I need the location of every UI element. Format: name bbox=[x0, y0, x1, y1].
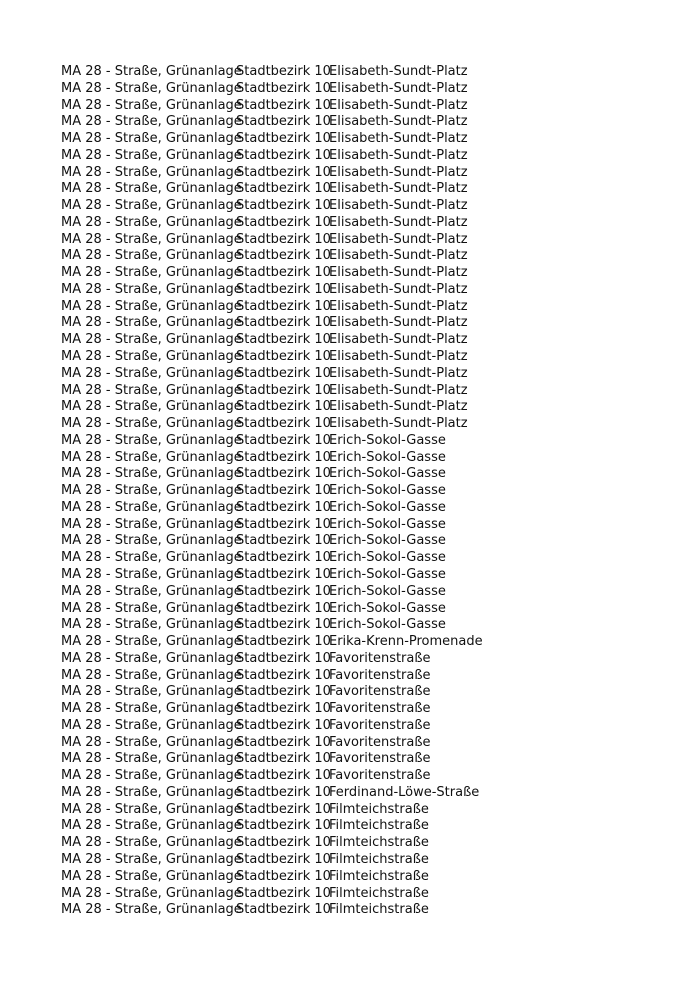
department-cell: MA 28 - Straße, Grünanlage bbox=[61, 768, 242, 784]
district-cell: Stadtbezirk 10 bbox=[236, 550, 331, 566]
department-cell: MA 28 - Straße, Grünanlage bbox=[61, 214, 242, 230]
street-cell: Favoritenstraße bbox=[329, 701, 431, 717]
department-cell: MA 28 - Straße, Grünanlage bbox=[61, 80, 242, 96]
district-cell: Stadtbezirk 10 bbox=[236, 768, 331, 784]
department-cell: MA 28 - Straße, Grünanlage bbox=[61, 64, 242, 79]
district-cell: Stadtbezirk 10 bbox=[236, 281, 331, 297]
district-cell: Stadtbezirk 10 bbox=[236, 298, 331, 314]
street-cell: Filmteichstraße bbox=[329, 801, 429, 817]
district-cell: Stadtbezirk 10 bbox=[236, 566, 331, 582]
district-cell: Stadtbezirk 10 bbox=[236, 617, 331, 633]
department-cell: MA 28 - Straße, Grünanlage bbox=[61, 483, 242, 499]
department-cell: MA 28 - Straße, Grünanlage bbox=[61, 902, 242, 918]
street-cell: Elisabeth-Sundt-Platz bbox=[329, 365, 468, 381]
street-cell: Erika-Krenn-Promenade bbox=[329, 634, 483, 650]
street-cell: Favoritenstraße bbox=[329, 734, 431, 750]
street-cell: Favoritenstraße bbox=[329, 667, 431, 683]
district-cell: Stadtbezirk 10 bbox=[236, 181, 331, 197]
department-cell: MA 28 - Straße, Grünanlage bbox=[61, 734, 242, 750]
street-cell: Elisabeth-Sundt-Platz bbox=[329, 248, 468, 264]
district-cell: Stadtbezirk 10 bbox=[236, 248, 331, 264]
district-cell: Stadtbezirk 10 bbox=[236, 835, 331, 851]
department-cell: MA 28 - Straße, Grünanlage bbox=[61, 851, 242, 867]
street-cell: Erich-Sokol-Gasse bbox=[329, 600, 446, 616]
district-cell: Stadtbezirk 10 bbox=[236, 851, 331, 867]
department-cell: MA 28 - Straße, Grünanlage bbox=[61, 550, 242, 566]
district-cell: Stadtbezirk 10 bbox=[236, 483, 331, 499]
district-cell: Stadtbezirk 10 bbox=[236, 131, 331, 147]
street-cell: Filmteichstraße bbox=[329, 902, 429, 918]
street-cell: Elisabeth-Sundt-Platz bbox=[329, 147, 468, 163]
district-cell: Stadtbezirk 10 bbox=[236, 734, 331, 750]
department-cell: MA 28 - Straße, Grünanlage bbox=[61, 432, 242, 448]
district-cell: Stadtbezirk 10 bbox=[236, 717, 331, 733]
district-cell: Stadtbezirk 10 bbox=[236, 499, 331, 515]
street-cell: Filmteichstraße bbox=[329, 851, 429, 867]
department-cell: MA 28 - Straße, Grünanlage bbox=[61, 449, 242, 465]
department-cell: MA 28 - Straße, Grünanlage bbox=[61, 784, 242, 800]
district-cell: Stadtbezirk 10 bbox=[236, 64, 331, 79]
department-cell: MA 28 - Straße, Grünanlage bbox=[61, 265, 242, 281]
district-cell: Stadtbezirk 10 bbox=[236, 382, 331, 398]
street-cell: Elisabeth-Sundt-Platz bbox=[329, 97, 468, 113]
district-cell: Stadtbezirk 10 bbox=[236, 164, 331, 180]
department-cell: MA 28 - Straße, Grünanlage bbox=[61, 97, 242, 113]
district-cell: Stadtbezirk 10 bbox=[236, 634, 331, 650]
department-cell: MA 28 - Straße, Grünanlage bbox=[61, 315, 242, 331]
street-cell: Elisabeth-Sundt-Platz bbox=[329, 265, 468, 281]
district-cell: Stadtbezirk 10 bbox=[236, 533, 331, 549]
department-cell: MA 28 - Straße, Grünanlage bbox=[61, 181, 242, 197]
district-cell: Stadtbezirk 10 bbox=[236, 449, 331, 465]
district-cell: Stadtbezirk 10 bbox=[236, 365, 331, 381]
street-cell: Filmteichstraße bbox=[329, 835, 429, 851]
street-cell: Favoritenstraße bbox=[329, 717, 431, 733]
department-cell: MA 28 - Straße, Grünanlage bbox=[61, 885, 242, 901]
street-cell: Erich-Sokol-Gasse bbox=[329, 466, 446, 482]
department-cell: MA 28 - Straße, Grünanlage bbox=[61, 382, 242, 398]
street-cell: Elisabeth-Sundt-Platz bbox=[329, 298, 468, 314]
street-cell: Erich-Sokol-Gasse bbox=[329, 533, 446, 549]
street-cell: Erich-Sokol-Gasse bbox=[329, 617, 446, 633]
street-cell: Erich-Sokol-Gasse bbox=[329, 550, 446, 566]
district-cell: Stadtbezirk 10 bbox=[236, 432, 331, 448]
department-cell: MA 28 - Straße, Grünanlage bbox=[61, 164, 242, 180]
department-cell: MA 28 - Straße, Grünanlage bbox=[61, 248, 242, 264]
district-cell: Stadtbezirk 10 bbox=[236, 868, 331, 884]
department-cell: MA 28 - Straße, Grünanlage bbox=[61, 516, 242, 532]
district-cell: Stadtbezirk 10 bbox=[236, 349, 331, 365]
street-cell: Erich-Sokol-Gasse bbox=[329, 483, 446, 499]
department-cell: MA 28 - Straße, Grünanlage bbox=[61, 566, 242, 582]
street-cell: Favoritenstraße bbox=[329, 684, 431, 700]
district-cell: Stadtbezirk 10 bbox=[236, 583, 331, 599]
department-cell: MA 28 - Straße, Grünanlage bbox=[61, 684, 242, 700]
district-cell: Stadtbezirk 10 bbox=[236, 231, 331, 247]
district-cell: Stadtbezirk 10 bbox=[236, 902, 331, 918]
department-cell: MA 28 - Straße, Grünanlage bbox=[61, 399, 242, 415]
street-cell: Erich-Sokol-Gasse bbox=[329, 583, 446, 599]
department-cell: MA 28 - Straße, Grünanlage bbox=[61, 499, 242, 515]
district-cell: Stadtbezirk 10 bbox=[236, 315, 331, 331]
street-cell: Elisabeth-Sundt-Platz bbox=[329, 131, 468, 147]
department-cell: MA 28 - Straße, Grünanlage bbox=[61, 466, 242, 482]
district-cell: Stadtbezirk 10 bbox=[236, 701, 331, 717]
department-cell: MA 28 - Straße, Grünanlage bbox=[61, 801, 242, 817]
district-cell: Stadtbezirk 10 bbox=[236, 667, 331, 683]
department-cell: MA 28 - Straße, Grünanlage bbox=[61, 365, 242, 381]
street-cell: Filmteichstraße bbox=[329, 885, 429, 901]
department-cell: MA 28 - Straße, Grünanlage bbox=[61, 717, 242, 733]
department-cell: MA 28 - Straße, Grünanlage bbox=[61, 751, 242, 767]
district-cell: Stadtbezirk 10 bbox=[236, 97, 331, 113]
street-cell: Erich-Sokol-Gasse bbox=[329, 449, 446, 465]
department-cell: MA 28 - Straße, Grünanlage bbox=[61, 147, 242, 163]
district-cell: Stadtbezirk 10 bbox=[236, 784, 331, 800]
street-cell: Filmteichstraße bbox=[329, 868, 429, 884]
district-cell: Stadtbezirk 10 bbox=[236, 466, 331, 482]
district-cell: Stadtbezirk 10 bbox=[236, 600, 331, 616]
street-cell: Erich-Sokol-Gasse bbox=[329, 499, 446, 515]
district-cell: Stadtbezirk 10 bbox=[236, 650, 331, 666]
department-cell: MA 28 - Straße, Grünanlage bbox=[61, 835, 242, 851]
department-cell: MA 28 - Straße, Grünanlage bbox=[61, 667, 242, 683]
department-cell: MA 28 - Straße, Grünanlage bbox=[61, 281, 242, 297]
street-cell: Erich-Sokol-Gasse bbox=[329, 516, 446, 532]
street-cell: Elisabeth-Sundt-Platz bbox=[329, 181, 468, 197]
district-cell: Stadtbezirk 10 bbox=[236, 147, 331, 163]
department-cell: MA 28 - Straße, Grünanlage bbox=[61, 868, 242, 884]
street-cell: Favoritenstraße bbox=[329, 751, 431, 767]
district-cell: Stadtbezirk 10 bbox=[236, 416, 331, 432]
street-cell: Filmteichstraße bbox=[329, 818, 429, 834]
street-cell: Ferdinand-Löwe-Straße bbox=[329, 784, 480, 800]
street-cell: Erich-Sokol-Gasse bbox=[329, 566, 446, 582]
street-cell: Elisabeth-Sundt-Platz bbox=[329, 349, 468, 365]
district-cell: Stadtbezirk 10 bbox=[236, 751, 331, 767]
street-cell: Elisabeth-Sundt-Platz bbox=[329, 382, 468, 398]
street-cell: Elisabeth-Sundt-Platz bbox=[329, 164, 468, 180]
district-cell: Stadtbezirk 10 bbox=[236, 198, 331, 214]
street-cell: Elisabeth-Sundt-Platz bbox=[329, 214, 468, 230]
street-cell: Elisabeth-Sundt-Platz bbox=[329, 198, 468, 214]
street-cell: Elisabeth-Sundt-Platz bbox=[329, 281, 468, 297]
street-cell: Elisabeth-Sundt-Platz bbox=[329, 399, 468, 415]
street-cell: Favoritenstraße bbox=[329, 768, 431, 784]
district-cell: Stadtbezirk 10 bbox=[236, 114, 331, 130]
street-cell: Elisabeth-Sundt-Platz bbox=[329, 332, 468, 348]
department-cell: MA 28 - Straße, Grünanlage bbox=[61, 131, 242, 147]
street-cell: Elisabeth-Sundt-Platz bbox=[329, 114, 468, 130]
department-cell: MA 28 - Straße, Grünanlage bbox=[61, 231, 242, 247]
district-cell: Stadtbezirk 10 bbox=[236, 399, 331, 415]
street-cell: Elisabeth-Sundt-Platz bbox=[329, 315, 468, 331]
street-cell: Erich-Sokol-Gasse bbox=[329, 432, 446, 448]
department-cell: MA 28 - Straße, Grünanlage bbox=[61, 298, 242, 314]
street-cell: Favoritenstraße bbox=[329, 650, 431, 666]
district-cell: Stadtbezirk 10 bbox=[236, 684, 331, 700]
department-cell: MA 28 - Straße, Grünanlage bbox=[61, 818, 242, 834]
department-cell: MA 28 - Straße, Grünanlage bbox=[61, 332, 242, 348]
street-cell: Elisabeth-Sundt-Platz bbox=[329, 80, 468, 96]
department-cell: MA 28 - Straße, Grünanlage bbox=[61, 533, 242, 549]
district-cell: Stadtbezirk 10 bbox=[236, 801, 331, 817]
department-cell: MA 28 - Straße, Grünanlage bbox=[61, 114, 242, 130]
department-cell: MA 28 - Straße, Grünanlage bbox=[61, 600, 242, 616]
department-cell: MA 28 - Straße, Grünanlage bbox=[61, 634, 242, 650]
district-cell: Stadtbezirk 10 bbox=[236, 818, 331, 834]
district-cell: Stadtbezirk 10 bbox=[236, 80, 331, 96]
district-cell: Stadtbezirk 10 bbox=[236, 332, 331, 348]
department-cell: MA 28 - Straße, Grünanlage bbox=[61, 583, 242, 599]
department-cell: MA 28 - Straße, Grünanlage bbox=[61, 701, 242, 717]
district-cell: Stadtbezirk 10 bbox=[236, 265, 331, 281]
department-cell: MA 28 - Straße, Grünanlage bbox=[61, 349, 242, 365]
district-cell: Stadtbezirk 10 bbox=[236, 214, 331, 230]
department-cell: MA 28 - Straße, Grünanlage bbox=[61, 617, 242, 633]
street-cell: Elisabeth-Sundt-Platz bbox=[329, 64, 468, 79]
street-cell: Elisabeth-Sundt-Platz bbox=[329, 231, 468, 247]
department-cell: MA 28 - Straße, Grünanlage bbox=[61, 650, 242, 666]
street-cell: Elisabeth-Sundt-Platz bbox=[329, 416, 468, 432]
district-cell: Stadtbezirk 10 bbox=[236, 885, 331, 901]
department-cell: MA 28 - Straße, Grünanlage bbox=[61, 416, 242, 432]
district-cell: Stadtbezirk 10 bbox=[236, 516, 331, 532]
department-cell: MA 28 - Straße, Grünanlage bbox=[61, 198, 242, 214]
